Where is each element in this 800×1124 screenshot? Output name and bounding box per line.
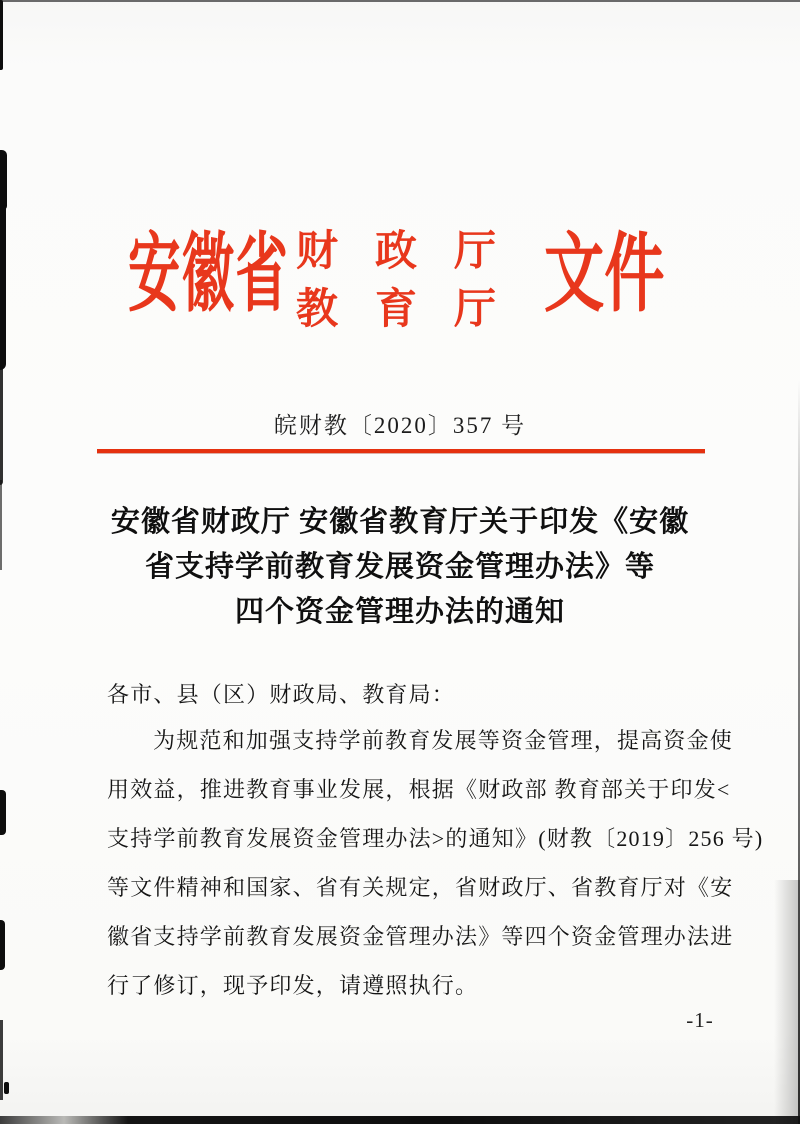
paragraph-line: 徽省支持学前教育发展资金管理办法》等四个资金管理办法进 [107, 924, 734, 949]
letterhead-char: 育 [374, 287, 417, 333]
scan-smudge [0, 920, 5, 970]
document-number: 皖财教〔2020〕357 号 [273, 413, 527, 438]
page-number: -1- [686, 1008, 714, 1032]
red-divider-rule [97, 449, 705, 453]
letterhead-char: 厅 [453, 229, 496, 275]
scan-edge-top [0, 0, 800, 2]
scan-smudge [0, 790, 6, 835]
letterhead-document-word: 文件 [544, 226, 665, 322]
scan-edge-bottom [0, 1116, 800, 1124]
title-line-2: 省支持学前教育发展资金管理办法》等 [144, 551, 655, 583]
scan-shadow-right [774, 880, 800, 1124]
scan-smudge [0, 205, 6, 370]
scan-smudge [0, 150, 7, 210]
letterhead-char: 厅 [453, 287, 496, 333]
letterhead-dept-education [296, 288, 496, 332]
paragraph-line: 用效益，推进教育事业发展，根据《财政部 教育部关于印发< [107, 777, 731, 802]
title-line-1: 安徽省财政厅 安徽省教育厅关于印发《安徽 [110, 506, 690, 538]
letterhead-char: 教 [296, 287, 339, 333]
letterhead-char: 政 [374, 229, 417, 275]
paragraph-line: 等文件精神和国家、省有关规定，省财政厅、省教育厅对《安 [107, 875, 734, 900]
letterhead-dept-finance [296, 230, 496, 274]
paragraph-line: 支持学前教育发展资金管理办法>的通知》(财教〔2019〕256 号) [107, 826, 764, 851]
scan-smudge [0, 0, 3, 70]
scan-smudge [4, 1082, 9, 1094]
paragraph-line: 为规范和加强支持学前教育发展等资金管理，提高资金使 [153, 728, 734, 753]
salutation-line: 各市、县（区）财政局、教育局： [107, 682, 456, 707]
title-line-3: 四个资金管理办法的通知 [234, 596, 565, 628]
document-title [60, 500, 740, 635]
scan-smudge [0, 1020, 3, 1100]
paragraph-line: 行了修订，现予印发，请遵照执行。 [107, 973, 479, 998]
letterhead-char: 财 [296, 229, 339, 275]
letterhead-province-name: 安徽省 [128, 226, 290, 322]
scan-smudge [0, 480, 2, 570]
